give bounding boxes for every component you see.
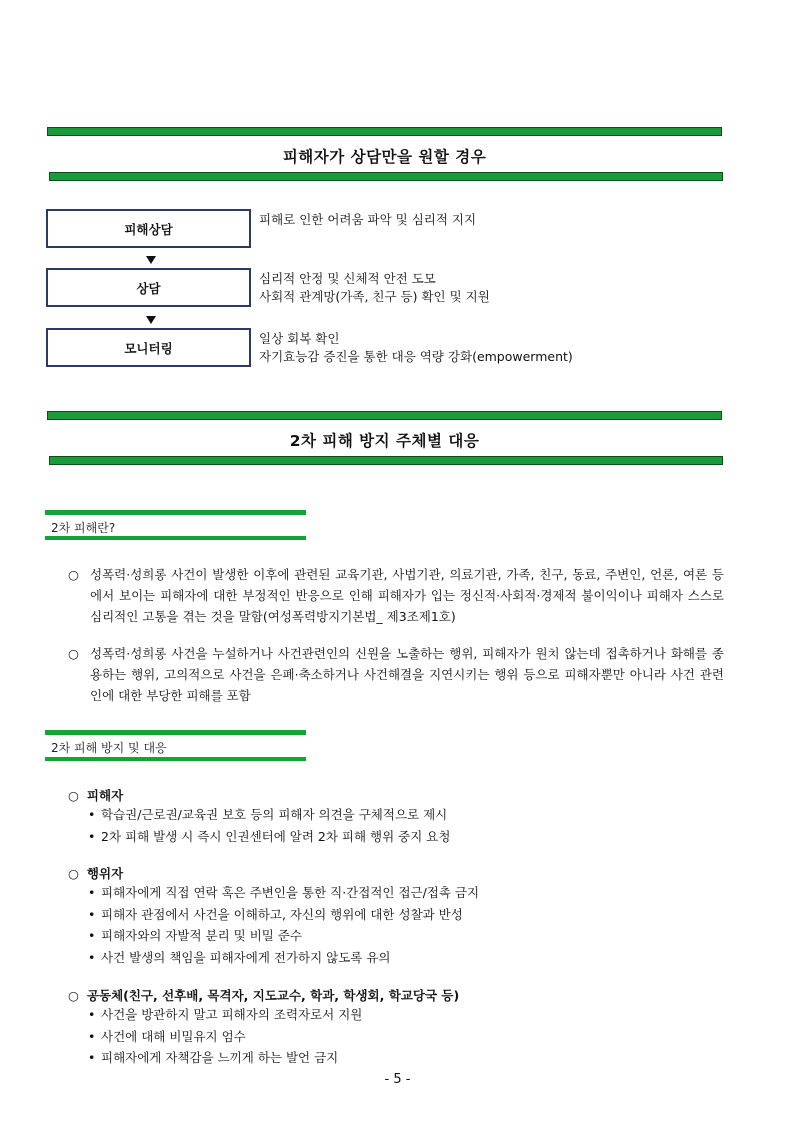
group-title-victim <box>68 786 123 804</box>
bullet-icon: • <box>88 906 96 922</box>
bullet-icon: • <box>88 1050 96 1065</box>
step-desc-1 <box>259 211 476 229</box>
group-title-text: 피해자 <box>86 788 124 803</box>
subsection2-bottom-bar <box>45 757 306 761</box>
list-item: • 피해자와의 자발적 분리 및 비밀 준수 <box>88 925 479 947</box>
circle-marker-icon: ○ <box>68 866 79 881</box>
group-title-perpetrator <box>68 864 123 882</box>
list-item: • 학습권/근로권/교육권 보호 등의 피해자 의견을 구체적으로 제시 <box>88 804 450 826</box>
bullet-icon: • <box>88 1028 96 1044</box>
perpetrator-list <box>88 882 479 968</box>
circle-marker-icon: ○ <box>68 988 79 1003</box>
bullet-icon: • <box>88 949 96 965</box>
paragraph-text: 성폭력·성희롱 사건이 발생한 이후에 관련된 교육기관, 사법기관, 의료기관, 가족, 친구, 동료, 주변인, 언론, 여론 등에서 보이는 피해자에 대한 부정적인 반응으로 인해 피해자가 입는 정신적·사회적·경제적 불이익이나 피해자 스스로 심리적인 고통을 겪는 것을 말함(여성폭력방지기본법_ 제3조제1호) <box>90 567 724 624</box>
step-box-counseling: 상담 <box>46 268 251 307</box>
list-item: • 피해자 관점에서 사건을 이해하고, 자신의 행위에 대한 성찰과 반성 <box>88 904 479 926</box>
victim-list <box>88 804 450 847</box>
step-box-monitoring: 모니터링 <box>46 328 251 367</box>
list-item: • 사건을 방관하지 말고 피해자의 조력자로서 지원 <box>88 1004 362 1026</box>
definition-paragraph-1 <box>68 564 724 627</box>
list-item: • 2차 피해 발생 시 즉시 인권센터에 알려 2차 피해 행위 중지 요청 <box>88 826 450 848</box>
list-item: • 피해자에게 직접 연락 혹은 주변인을 통한 직·간접적인 접근/접촉 금지 <box>88 882 479 904</box>
bullet-icon: • <box>88 885 96 900</box>
definition-paragraph-2 <box>68 643 724 706</box>
list-item: • 사건 발생의 책임을 피해자에게 전가하지 않도록 유의 <box>88 947 479 969</box>
bullet-icon: • <box>88 1007 96 1022</box>
section1-bottom-bar <box>49 172 723 181</box>
subsection1-bottom-bar <box>45 536 306 540</box>
list-item: • 피해자에게 자책감을 느끼게 하는 발언 금지 <box>88 1047 362 1069</box>
step-desc-line: 피해로 인한 어려움 파악 및 심리적 지지 <box>259 212 477 227</box>
subsection1-label: 2차 피해란? <box>51 521 116 535</box>
group-title-text: 행위자 <box>86 866 124 881</box>
circle-marker-icon: ○ <box>68 567 79 582</box>
bullet-icon: • <box>88 928 96 943</box>
paragraph-text: 성폭력·성희롱 사건을 누설하거나 사건관련인의 신원을 노출하는 행위, 피해자가 원치 않는데 접촉하거나 화해를 종용하는 행위, 고의적으로 사건을 은폐·축소하거나 사건해결을 지연시키는 행위 등으로 피해자뿐만 아니라 사건 관련인에 대한 부당한 피해를 포함 <box>90 646 724 703</box>
bullet-icon: • <box>88 807 96 822</box>
community-list <box>88 1004 362 1069</box>
circle-marker-icon: ○ <box>68 646 79 661</box>
list-item: • 사건에 대해 비밀유지 엄수 <box>88 1026 362 1048</box>
step-desc-2 <box>259 270 490 306</box>
group-title-text: 공동체(친구, 선후배, 목격자, 지도교수, 학과, 학생회, 학교당국 등) <box>86 988 460 1003</box>
down-arrow-icon <box>146 256 156 264</box>
section2-title: 2차 피해 방지 주체별 대응 <box>289 432 480 450</box>
section1-top-bar <box>47 127 722 136</box>
step-box-counseling-intake: 피해상담 <box>46 209 251 248</box>
bullet-icon: • <box>88 828 96 844</box>
subsection2-label: 2차 피해 방지 및 대응 <box>51 741 167 755</box>
step-desc-line: 심리적 안정 및 신체적 안전 도모 <box>259 271 436 286</box>
subsection2-top-bar <box>45 730 306 735</box>
subsection1-top-bar <box>45 510 306 515</box>
step-desc-line: 자기효능감 증진을 통한 대응 역량 강화(empowerment) <box>259 349 573 364</box>
step-desc-line: 일상 회복 확인 <box>259 331 340 346</box>
down-arrow-icon <box>146 316 156 324</box>
section2-bottom-bar <box>49 456 723 465</box>
section1-title: 피해자가 상담만을 원할 경우 <box>282 148 487 166</box>
group-title-community <box>68 986 459 1004</box>
step-desc-line: 사회적 관계망(가족, 친구 등) 확인 및 지원 <box>259 289 490 304</box>
page-number: - 5 - <box>384 1072 411 1087</box>
step-desc-3 <box>259 330 573 366</box>
circle-marker-icon: ○ <box>68 788 79 803</box>
section2-top-bar <box>47 411 722 420</box>
